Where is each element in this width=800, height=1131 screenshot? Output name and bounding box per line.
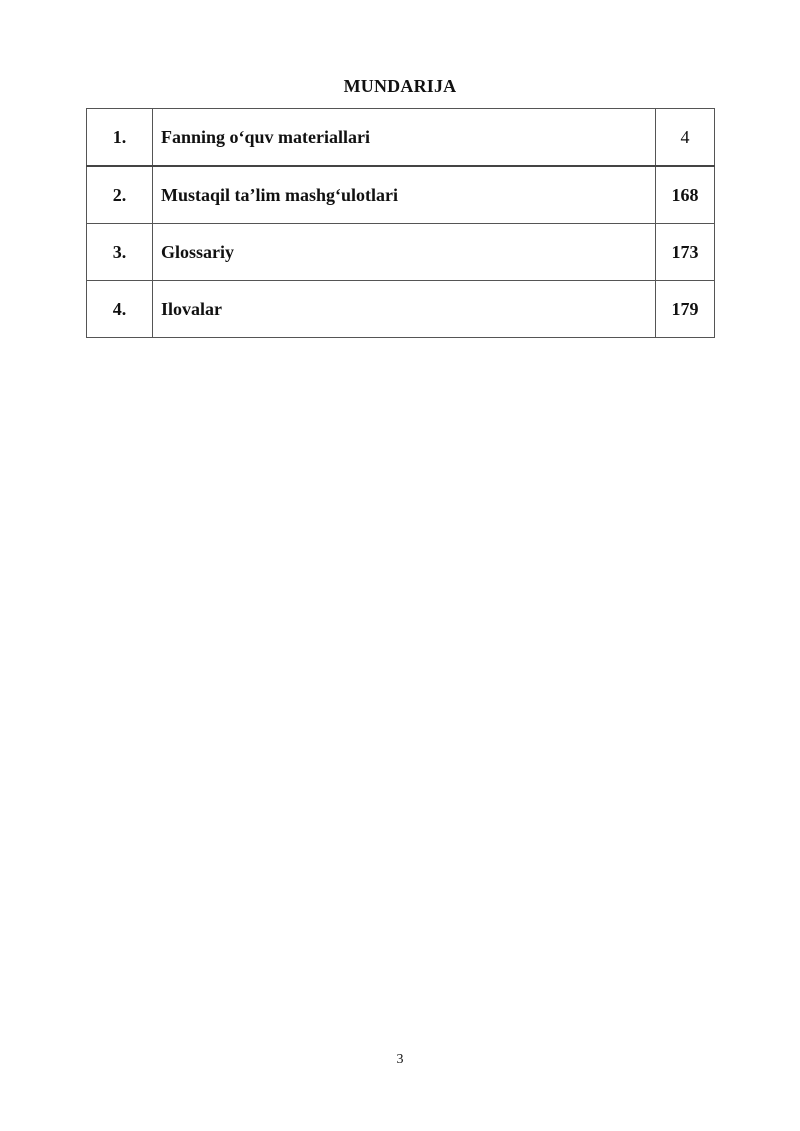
toc-item-page: 4 bbox=[656, 109, 715, 167]
toc-item-title: Ilovalar bbox=[153, 281, 656, 338]
toc-item-title: Fanning o‘quv materiallari bbox=[153, 109, 656, 167]
table-row bbox=[87, 166, 715, 224]
page-number: 3 bbox=[396, 1052, 404, 1067]
toc-item-number: 4. bbox=[87, 281, 153, 338]
table-row bbox=[87, 281, 715, 338]
page-title: MUNDARIJA bbox=[343, 76, 457, 96]
toc-item-title: Mustaqil ta’lim mashg‘ulotlari bbox=[153, 166, 656, 224]
toc-item-page: 179 bbox=[656, 281, 715, 338]
table-row bbox=[87, 224, 715, 281]
toc-item-number: 2. bbox=[87, 166, 153, 224]
toc-item-title: Glossariy bbox=[153, 224, 656, 281]
toc-item-number: 3. bbox=[87, 224, 153, 281]
toc-item-number: 1. bbox=[87, 109, 153, 167]
toc-item-page: 168 bbox=[656, 166, 715, 224]
table-row bbox=[87, 109, 715, 167]
table-of-contents bbox=[86, 108, 715, 338]
toc-item-page: 173 bbox=[656, 224, 715, 281]
